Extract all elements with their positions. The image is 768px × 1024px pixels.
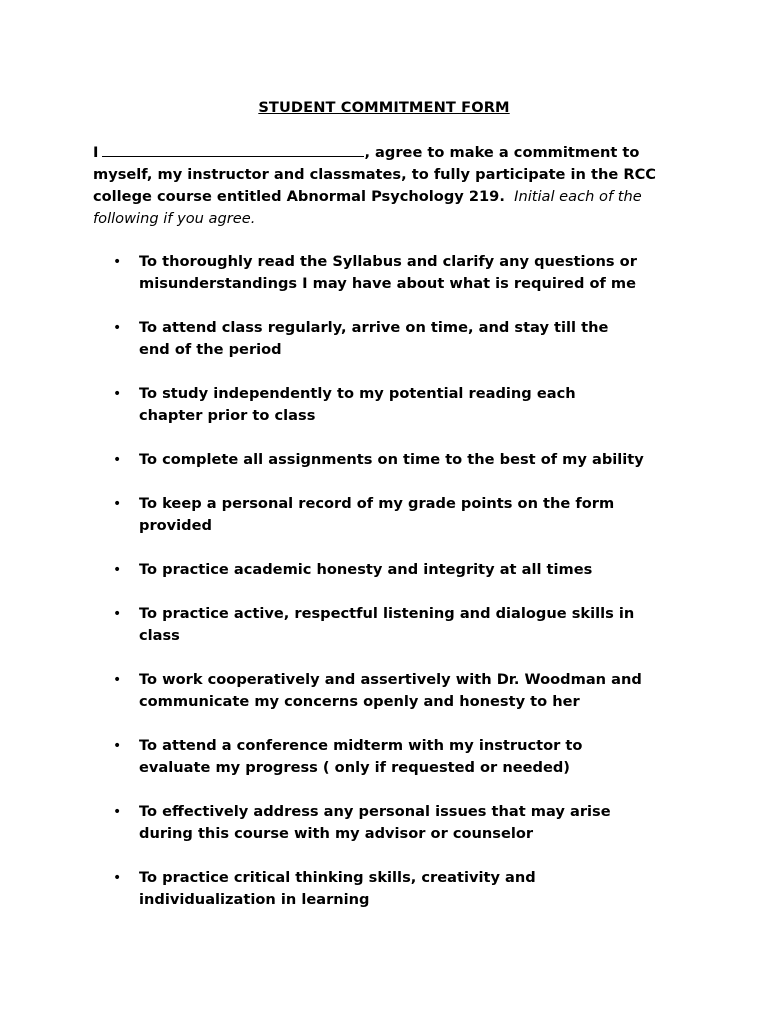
commitment-line: To practice academic honesty and integrity at all times [139,561,593,578]
commitment-line: provided [139,517,212,534]
commitment-item [0,801,768,845]
commitment-text [139,867,684,911]
commitment-text [139,735,684,779]
commitment-text [139,603,684,647]
intro-pronoun: I [93,144,99,161]
bullet-icon: • [113,452,122,468]
commitment-list [0,251,768,933]
commitment-item [0,603,768,647]
commitment-item [0,383,768,427]
commitment-line: To keep a personal record of my grade points on the form [139,495,615,512]
commitment-line: To work cooperatively and assertively with Dr. Woodman and [139,671,642,688]
commitment-line: To attend a conference midterm with my instructor to [139,737,583,754]
bullet-icon: • [113,870,122,886]
commitment-item [0,317,768,361]
form-title: STUDENT COMMITMENT FORM [258,99,510,116]
commitment-text [139,559,684,581]
commitment-line: To attend class regularly, arrive on time, and stay till the [139,319,609,336]
commitment-text [139,669,684,713]
commitment-item [0,449,768,471]
name-blank-line[interactable] [102,142,364,157]
commitment-line: communicate my concerns openly and honesty to her [139,693,580,710]
commitment-line: To practice active, respectful listening and dialogue skills in [139,605,635,622]
bullet-icon: • [113,496,122,512]
commitment-item [0,251,768,295]
commitment-line: individualization in learning [139,891,370,908]
bullet-icon: • [113,320,122,336]
bullet-icon: • [113,738,122,754]
commitment-text [139,251,684,295]
commitment-text [139,449,684,471]
intro-instruction-text: Initial each of the following if you agree. [93,188,642,227]
bullet-icon: • [113,606,122,622]
commitment-item [0,493,768,537]
intro-commitment-text: , agree to make a commitment to myself, my instructor and classmates, to fully participate in the RCC college course entitled Abnormal Psychology 219. [93,144,656,205]
commitment-text [139,383,684,427]
commitment-item [0,559,768,581]
commitment-line: To study independently to my potential reading each [139,385,576,402]
commitment-line: To thoroughly read the Syllabus and clarify any questions or [139,253,637,270]
commitment-line: chapter prior to class [139,407,316,424]
bullet-icon: • [113,804,122,820]
commitment-item [0,735,768,779]
commitment-item [0,669,768,713]
intro-paragraph [93,142,683,230]
commitment-line: To complete all assignments on time to the best of my ability [139,451,644,468]
bullet-icon: • [113,254,122,270]
bullet-icon: • [113,672,122,688]
commitment-text [139,801,684,845]
commitment-text [139,493,684,537]
commitment-text [139,317,684,361]
bullet-icon: • [113,386,122,402]
commitment-line: class [139,627,180,644]
commitment-line: To effectively address any personal issues that may arise [139,803,611,820]
commitment-line: To practice critical thinking skills, creativity and [139,869,536,886]
commitment-item [0,867,768,911]
commitment-line: during this course with my advisor or counselor [139,825,534,842]
commitment-line: evaluate my progress ( only if requested or needed) [139,759,570,776]
commitment-line: end of the period [139,341,282,358]
bullet-icon: • [113,562,122,578]
commitment-line: misunderstandings I may have about what is required of me [139,275,637,292]
